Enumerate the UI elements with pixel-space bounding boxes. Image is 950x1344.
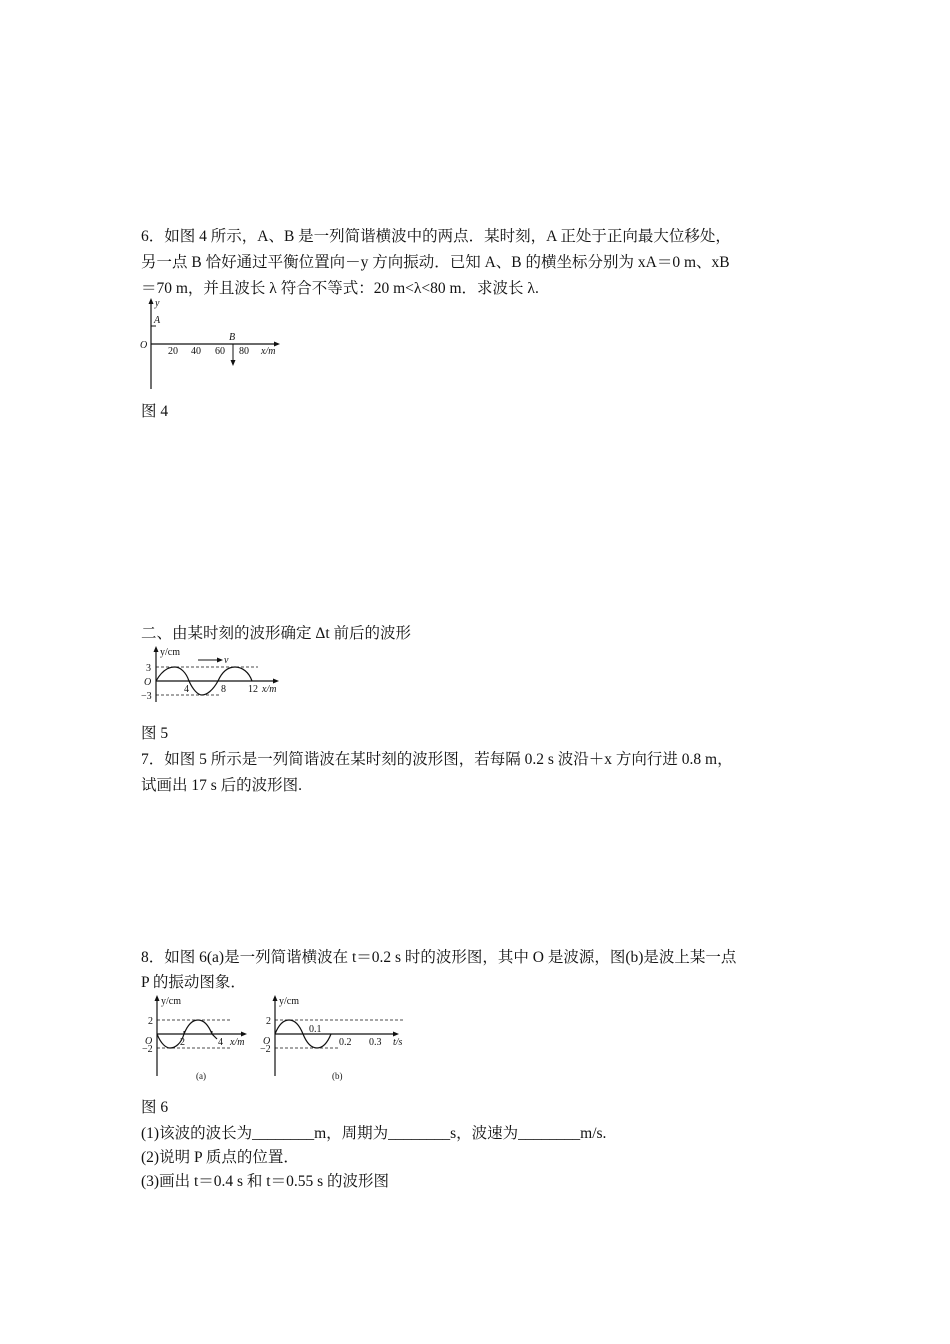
fig6-caption: 图 6 — [141, 1099, 169, 1116]
fig6a-sub-label: (a) — [196, 1071, 206, 1081]
fig6a-tick-4: 4 — [218, 1037, 223, 1048]
fig6b-t-label: t/s — [393, 1037, 403, 1048]
figure-6b — [258, 994, 418, 1084]
q6-line-3: ＝70 m，并且波长 λ 符合不等式：20 m<λ<80 m．求波长 λ. — [141, 280, 539, 297]
fig5-velocity-arrow-icon — [217, 658, 223, 663]
fig4-origin: O — [140, 340, 148, 351]
figure-5 — [140, 644, 290, 704]
fig4-tick-40: 40 — [191, 346, 201, 357]
fig4-y-label: y — [155, 298, 160, 309]
fig5-y-top: 3 — [146, 663, 151, 674]
fig5-tick-12: 12 — [248, 684, 258, 695]
fig6b-sub-label: (b) — [332, 1071, 343, 1081]
q6-line-1: 6．如图 4 所示，A、B 是一列简谐横波中的两点．某时刻，A 正处于正向最大位移处， — [141, 228, 731, 245]
fig6b-y-top: 2 — [266, 1016, 271, 1027]
fig4-tick-60: 60 — [215, 346, 225, 357]
fig5-tick-4: 4 — [184, 684, 189, 695]
q8-line-2: P 的振动图象． — [141, 974, 246, 991]
q7-line-2: 试画出 17 s 后的波形图. — [141, 777, 303, 794]
q8-sub-3: (3)画出 t＝0.4 s 和 t＝0.55 s 的波形图 — [141, 1173, 390, 1190]
figure-4 — [138, 296, 288, 392]
fig6b-y-bottom: −2 — [260, 1044, 271, 1055]
fig4-arrow-down-icon — [231, 360, 236, 366]
fig4-point-b: B — [229, 332, 236, 343]
fig4-caption: 图 4 — [141, 403, 169, 420]
q7-line-1: 7．如图 5 所示是一列简谐波在某时刻的波形图，若每隔 0.2 s 波沿＋x 方向行进 0.8 m， — [141, 751, 733, 768]
fig6a-y-bottom: −2 — [142, 1044, 153, 1055]
q6-line-2: 另一点 B 恰好通过平衡位置向－y 方向振动．已知 A、B 的横坐标分别为 xA＝0 m、xB — [141, 254, 730, 271]
fig6a-y-label: y/cm — [161, 996, 181, 1007]
fig5-tick-8: 8 — [221, 684, 226, 695]
fig5-y-label: y/cm — [160, 647, 180, 658]
fig5-caption: 图 5 — [141, 725, 169, 742]
fig6b-tick-0-1: 0.1 — [309, 1024, 322, 1035]
fig6a-origin: O — [145, 1036, 153, 1047]
section-2-heading: 二、由某时刻的波形确定 Δt 前后的波形 — [141, 625, 412, 642]
fig5-origin: O — [144, 677, 152, 688]
fig5-x-label: x/m — [262, 684, 277, 695]
figure-6a — [140, 994, 255, 1084]
fig6a-y-top: 2 — [148, 1016, 153, 1027]
q8-line-1: 8．如图 6(a)是一列简谐横波在 t＝0.2 s 时的波形图，其中 O 是波源，图(b)是波上某一点 — [141, 949, 737, 966]
q8-sub-1: (1)该波的波长为________m，周期为________s，波速为________m/s. — [141, 1125, 607, 1142]
q8-sub-2: (2)说明 P 质点的位置． — [141, 1149, 299, 1166]
fig6b-tick-0-3: 0.3 — [369, 1037, 382, 1048]
fig4-x-label: x/m — [261, 346, 276, 357]
fig4-tick-80: 80 — [239, 346, 249, 357]
fig6a-tick-2: 2 — [180, 1037, 185, 1048]
fig6a-x-label: x/m — [230, 1037, 245, 1048]
fig6b-y-label: y/cm — [279, 996, 299, 1007]
fig6b-origin: O — [263, 1036, 271, 1047]
fig5-y-bottom: −3 — [141, 691, 152, 702]
fig4-point-a: A — [154, 315, 161, 326]
fig4-tick-20: 20 — [168, 346, 178, 357]
fig5-velocity-label: v — [224, 655, 229, 666]
fig6b-tick-0-2: 0.2 — [339, 1037, 352, 1048]
